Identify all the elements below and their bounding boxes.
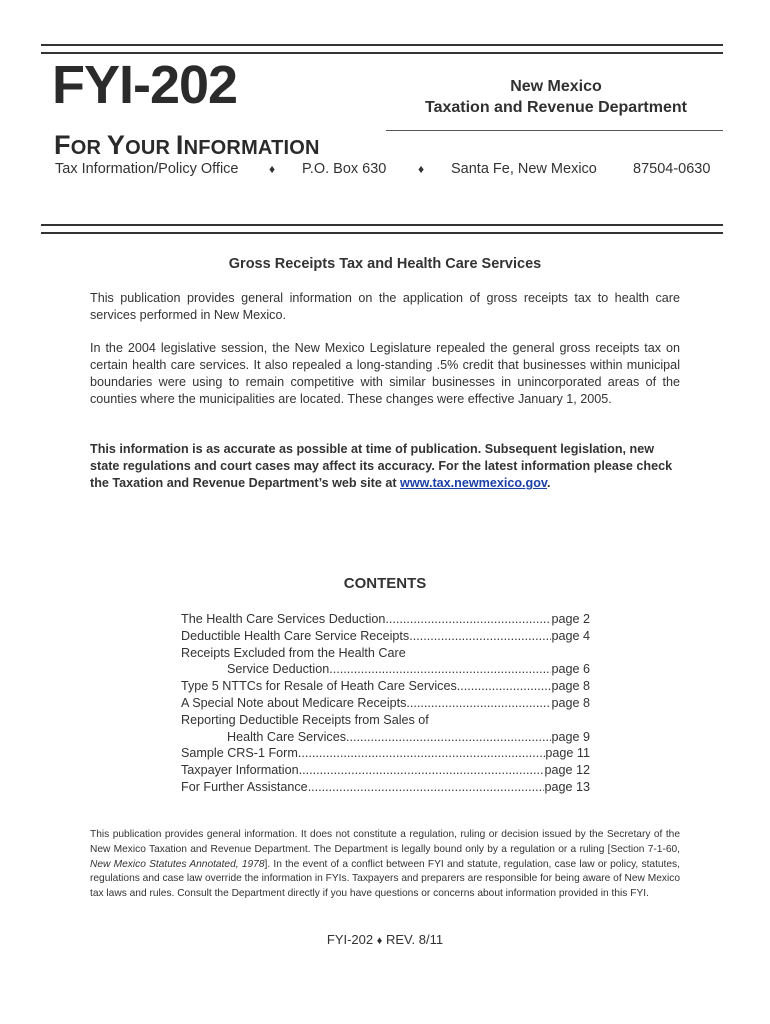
table-of-contents — [181, 611, 590, 796]
toc-item — [181, 645, 590, 662]
notice-text: This information is as accurate as possible at time of publication. Subsequent legislation, new state regulations and court cases may affect its accuracy. For the latest information please check the Taxation and Revenue Department’s web site at — [90, 442, 673, 490]
toc-item — [181, 762, 590, 779]
toc-leader-dots — [385, 611, 551, 628]
toc-item — [181, 628, 590, 645]
toc-item-page: page 6 — [551, 662, 590, 677]
toc-item — [181, 678, 590, 695]
toc-leader-dots — [409, 628, 551, 645]
toc-item-page: page 4 — [551, 628, 590, 643]
agency-block — [388, 76, 724, 118]
heading-cap-i: I — [175, 130, 184, 160]
intro-paragraph: This publication provides general information on the application of gross receipts tax to health care services performed in New Mexico. — [90, 291, 680, 322]
toc-item-page: page 12 — [544, 763, 590, 778]
toc-item — [181, 695, 590, 712]
toc-item — [181, 745, 590, 762]
for-your-information-heading — [54, 130, 320, 161]
page-footer — [0, 932, 770, 947]
diamond-separator-icon: ♦ — [269, 162, 276, 176]
toc-item-page: page 8 — [551, 695, 590, 710]
disclaimer-text-end: ]. In the event of a conflict between FYI and statute, regulation, case law or policy, statutes, regulations and case law override the information in FYIs. Taxpayers and preparers are responsible for being aware of New Mexico tax laws and rules. Consult the Department directly if you have questions or concerns about information provided in this FYI. — [90, 858, 680, 900]
toc-item-page: page 13 — [544, 779, 590, 794]
heading-cap-y: Y — [106, 130, 126, 160]
statute-citation: New Mexico Statutes Annotated, 1978 — [90, 858, 265, 870]
office-name: Tax Information/Policy Office — [55, 161, 239, 177]
toc-item-page: page 11 — [545, 746, 590, 761]
toc-item-page: page 8 — [551, 679, 590, 694]
toc-item — [181, 712, 590, 729]
contents-heading: CONTENTS — [343, 575, 427, 592]
accuracy-notice — [90, 441, 680, 492]
diamond-separator-icon: ♦ — [376, 935, 383, 947]
toc-item-title: A Special Note about Medicare Receipts — [181, 695, 407, 710]
toc-leader-dots — [329, 661, 551, 678]
agency-underline — [386, 130, 723, 131]
heading-cap-f: F — [54, 130, 71, 160]
toc-item-page: page 9 — [551, 729, 590, 744]
toc-item-title: Receipts Excluded from the Health Care — [181, 645, 406, 660]
toc-leader-dots — [298, 745, 546, 762]
footer-revision: REV. 8/11 — [386, 932, 444, 947]
disclaimer-text-start: This publication provides general information. It does not constitute a regulation, ruling or decision issued by the Secretary of the New Mexico Taxation and Revenue Department. The Department is legally bound only by a regulation or a ruling [Section 7-1-60, — [90, 829, 680, 855]
top-double-rule — [41, 44, 723, 54]
heading-rest-our: OUR — [125, 137, 176, 159]
middle-double-rule — [41, 224, 723, 234]
document-title: Gross Receipts Tax and Health Care Services — [228, 256, 542, 272]
toc-item-title: For Further Assistance — [181, 779, 308, 794]
toc-item — [181, 611, 590, 628]
toc-item-title: Taxpayer Information — [181, 763, 299, 778]
toc-item-title: The Health Care Services Deduction — [181, 612, 386, 626]
zip-code: 87504-0630 — [633, 161, 711, 177]
toc-item-title: Health Care Services — [227, 729, 346, 744]
city: Santa Fe, New Mexico — [451, 161, 597, 177]
toc-item — [181, 661, 590, 678]
toc-item-title: Deductible Health Care Service Receipts — [181, 628, 410, 643]
toc-leader-dots — [299, 762, 545, 779]
po-box: P.O. Box 630 — [302, 161, 387, 177]
footer-form-number: FYI-202 — [326, 932, 374, 947]
toc-item — [181, 779, 590, 796]
notice-period: . — [547, 476, 551, 490]
department-website-link[interactable]: www.tax.newmexico.gov — [400, 476, 547, 490]
toc-leader-dots — [457, 678, 552, 695]
toc-item-title: Reporting Deductible Receipts from Sales of — [181, 712, 429, 727]
diamond-separator-icon: ♦ — [418, 162, 425, 176]
history-paragraph: In the 2004 legislative session, the New Mexico Legislature repealed the general gross receipts tax on certain health care services. It also repealed a long-standing .5% credit that businesses within municipal boundaries were using to remain competitive with similar businesses in unincorporated areas of the counties where the municipalities are located. These changes were effective January 1, 2005. — [90, 341, 680, 406]
toc-item-title: Type 5 NTTCs for Resale of Heath Care Services — [181, 679, 457, 694]
heading-rest-or: OR — [70, 137, 107, 159]
agency-state: New Mexico — [510, 78, 602, 95]
form-number: FYI-202 — [52, 55, 238, 115]
toc-item-page: page 2 — [551, 612, 590, 626]
agency-department: Taxation and Revenue Department — [425, 99, 687, 116]
legal-disclaimer — [90, 828, 680, 902]
toc-leader-dots — [346, 729, 551, 746]
toc-item-title: Service Deduction — [227, 662, 330, 677]
toc-leader-dots — [406, 695, 551, 712]
toc-item — [181, 729, 590, 746]
heading-rest-nformation: NFORMATION — [183, 137, 320, 159]
toc-leader-dots — [308, 779, 545, 796]
toc-item-title: Sample CRS-1 Form — [181, 746, 298, 761]
